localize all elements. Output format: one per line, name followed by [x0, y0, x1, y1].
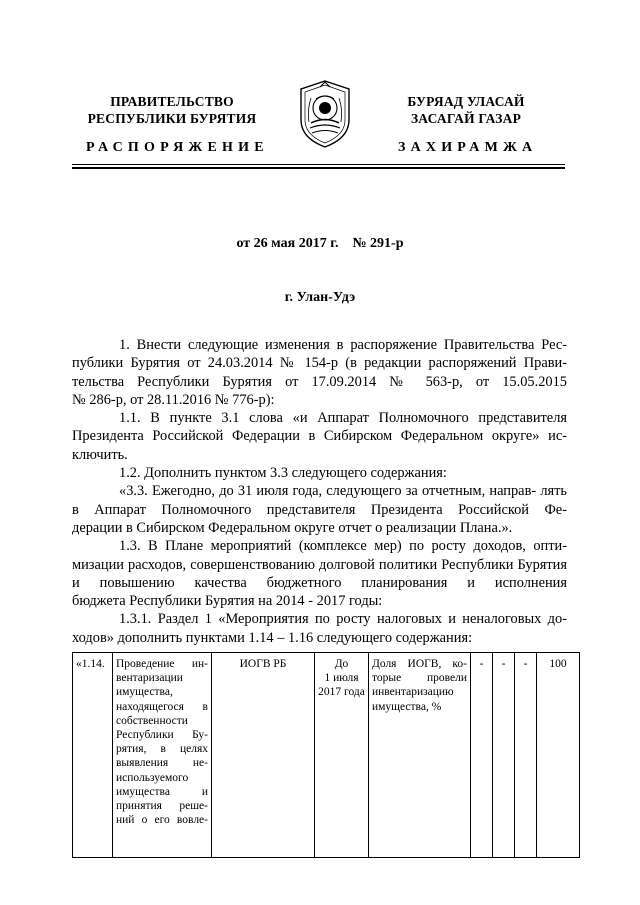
paragraph-3-3-line: лять в Аппарат Полномочного представителя Президента Российской Фе-	[72, 483, 567, 518]
event-line: выявления не-	[116, 757, 208, 770]
paragraph-1-1-line: 1.1. В пункте 3.1 слова «и Аппарат Полномочного представителя	[119, 410, 567, 427]
deadline-line: 2017 года	[318, 686, 365, 699]
header-left-line-2: РЕСПУБЛИКИ БУРЯТИЯ	[87, 111, 257, 126]
indicator-line: торые провели	[372, 672, 467, 685]
paragraph-1-3-line: 1.3. В Плане мероприятий (комплексе мер) по росту доходов, опти-	[119, 538, 567, 555]
paragraph-1-2: 1.2. Дополнить пунктом 3.3 следующего содержания:	[119, 465, 447, 482]
cell-value-3: -	[515, 653, 537, 858]
document-body	[72, 336, 567, 647]
paragraph-1-3-end: бюджета Республики Бурятия на 2014 - 2017 годы:	[72, 593, 383, 610]
paragraph-1	[72, 336, 567, 391]
document-city: г. Улан-Удэ	[284, 290, 356, 305]
paragraph-1-3-line: Бурятия и повышению качества бюджетного планирования и исполнения	[72, 556, 567, 591]
event-line: собственности	[116, 714, 188, 727]
cell-item-number: «1.14.	[73, 653, 113, 858]
cell-value-1: -	[471, 653, 493, 858]
header-rule-thin	[72, 164, 565, 165]
document-date-number: от 26 мая 2017 г. № 291-р	[236, 236, 404, 251]
table-row	[73, 653, 580, 858]
plan-table	[72, 652, 580, 858]
paragraph-1-3-1	[72, 610, 567, 628]
paragraph-1-line: публики Бурятия от 24.03.2014 № 154-р (в редакции распоряжений Прави-	[72, 355, 567, 372]
indicator-line: имущества, %	[372, 700, 442, 713]
event-line: находящегося в	[116, 700, 208, 713]
cell-value-4: 100	[537, 653, 580, 858]
header-right-line-2: ЗАСАГАЙ ГАЗАР	[410, 111, 522, 126]
event-line: используемого	[116, 771, 189, 784]
cell-value-2: -	[493, 653, 515, 858]
paragraph-3-3-end: дерации в Сибирском Федеральном округе отчет о реализации Плана.».	[72, 519, 513, 536]
header-left-line-1: ПРАВИТЕЛЬСТВО	[110, 94, 234, 109]
header-rule-thick	[72, 167, 565, 169]
indicator-line: Доля ИОГВ, ко-	[372, 658, 467, 670]
order-title-ru: РАСПОРЯЖЕНИЕ	[86, 140, 269, 155]
event-line: имущества и	[116, 785, 208, 798]
event-line: вентаризации	[116, 672, 183, 685]
paragraph-1-1-line: Президента Российской Федерации в Сибирском Федеральном округе» ис-	[72, 428, 567, 445]
paragraph-1-end: № 286-р, от 28.11.2016 № 776-р):	[72, 391, 275, 408]
event-line: принятия реше-	[116, 800, 208, 813]
paragraph-3-3-line: «3.3. Ежегодно, до 31 июля года, следующего за отчетным, направ-	[119, 483, 537, 500]
event-line: имущества,	[116, 686, 173, 699]
order-title-bua: ЗАХИРАМЖА	[398, 140, 538, 155]
event-line: ний о его вовле-	[116, 814, 208, 827]
paragraph-1-3-1-line: 1.3.1. Раздел 1 «Мероприятия по росту налоговых и неналоговых до-	[119, 611, 567, 628]
paragraph-1-3-line: мизации расходов, совершенствованию долговой политики Республики	[72, 556, 514, 573]
cell-responsible: ИОГВ РБ	[212, 653, 315, 858]
paragraph-1-3-1-end: ходов» дополнить пунктами 1.14 – 1.16 следующего содержания:	[72, 629, 473, 646]
event-line: Республики Бу-	[116, 729, 208, 742]
paragraph-1-line: 1. Внести следующие изменения в распоряжение Правительства Рес-	[119, 337, 567, 353]
cell-deadline	[315, 653, 369, 858]
coat-of-arms-icon	[297, 78, 353, 150]
paragraph-3-3	[72, 482, 567, 519]
paragraph-1-1-end: ключить.	[72, 446, 128, 463]
header-right-line-1: БУРЯАД УЛАСАЙ	[407, 94, 525, 109]
cell-indicator	[369, 653, 471, 858]
header-left-ru	[72, 93, 272, 127]
event-line: рятия, в целях	[116, 743, 208, 756]
header-right-bua	[382, 93, 550, 127]
event-line: Проведение ин-	[116, 658, 208, 670]
cell-event	[113, 653, 212, 858]
deadline-line: 1 июля	[324, 672, 359, 685]
deadline-line: До	[334, 658, 349, 670]
paragraph-1-3	[72, 537, 567, 592]
paragraph-1-line: тельства Республики Бурятия от 17.09.2014 № 563-р, от 15.05.2015	[72, 373, 567, 390]
paragraph-1-1	[72, 409, 567, 446]
indicator-line: инвентаризацию	[372, 686, 454, 699]
